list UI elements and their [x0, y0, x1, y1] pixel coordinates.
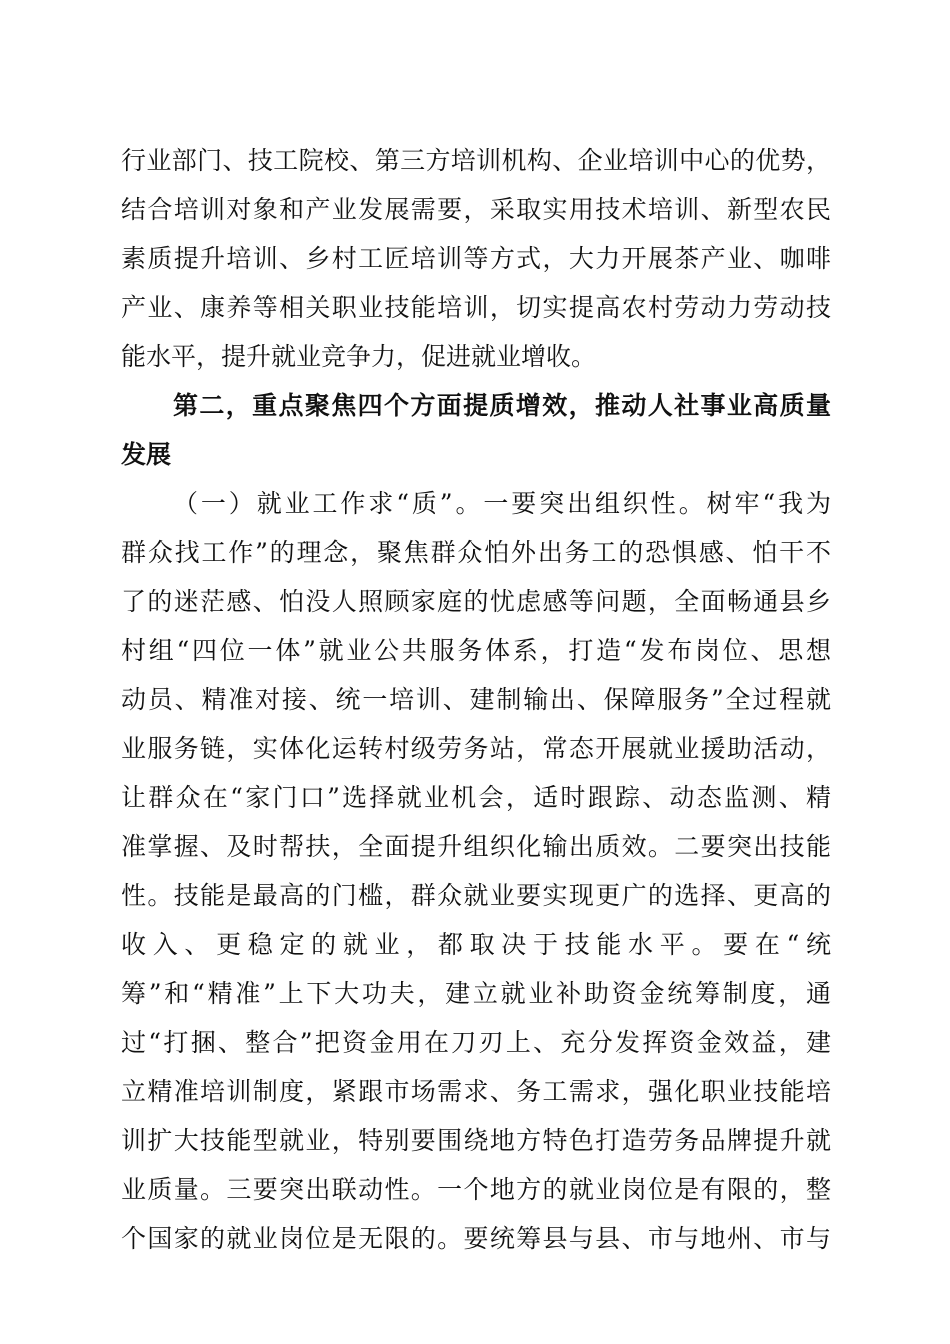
employment-line-11: 筹”和“精准”上下大功夫，建立就业补助资金统筹制度，通: [121, 979, 831, 1008]
employment-line-2: 群众找工作”的理念，聚焦群众怕外出务工的恐惧感、怕干不: [121, 538, 831, 567]
employment-line-7: 让群众在“家门口”选择就业机会，适时跟踪、动态监测、精: [121, 783, 831, 812]
intro-line-2: 结合培训对象和产业发展需要，采取实用技术培训、新型农民: [121, 195, 831, 224]
employment-line-10: 收入、更稳定的就业，都取决于技能水平。要在“统: [121, 930, 831, 959]
intro-line-5: 能水平，提升就业竞争力，促进就业增收。: [121, 342, 597, 371]
employment-line-9: 性。技能是最高的门槛，群众就业要实现更广的选择、更高的: [121, 881, 831, 910]
section-heading-line-1: 第二，重点聚焦四个方面提质增效，推动人社事业高质量: [173, 391, 831, 420]
section-heading-line-2: 发展: [121, 440, 172, 469]
employment-line-5: 动员、精准对接、统一培训、建制输出、保障服务”全过程就: [121, 685, 831, 714]
intro-line-3: 素质提升培训、乡村工匠培训等方式，大力开展茶产业、咖啡: [121, 244, 831, 273]
employment-line-3: 了的迷茫感、怕没人照顾家庭的忧虑感等问题，全面畅通县乡: [121, 587, 831, 616]
employment-line-4: 村组“四位一体”就业公共服务体系，打造“发布岗位、思想: [121, 636, 831, 665]
intro-line-4: 产业、康养等相关职业技能培训，切实提高农村劳动力劳动技: [121, 293, 831, 322]
employment-line-14: 训扩大技能型就业，特别要围绕地方特色打造劳务品牌提升就: [121, 1126, 831, 1155]
employment-line-13: 立精准培训制度，紧跟市场需求、务工需求，强化职业技能培: [121, 1077, 831, 1106]
employment-line-1: （一）就业工作求“质”。一要突出组织性。树牢“我为: [173, 489, 831, 518]
intro-line-1: 行业部门、技工院校、第三方培训机构、企业培训中心的优势，: [121, 146, 831, 175]
employment-line-12: 过“打捆、整合”把资金用在刀刃上、充分发挥资金效益，建: [121, 1028, 831, 1057]
employment-line-15: 业质量。三要突出联动性。一个地方的就业岗位是有限的，整: [121, 1175, 831, 1204]
employment-line-8: 准掌握、及时帮扶，全面提升组织化输出质效。二要突出技能: [121, 832, 831, 861]
employment-line-6: 业服务链，实体化运转村级劳务站，常态开展就业援助活动，: [121, 734, 831, 763]
employment-line-16: 个国家的就业岗位是无限的。要统筹县与县、市与地州、市与: [121, 1224, 831, 1253]
